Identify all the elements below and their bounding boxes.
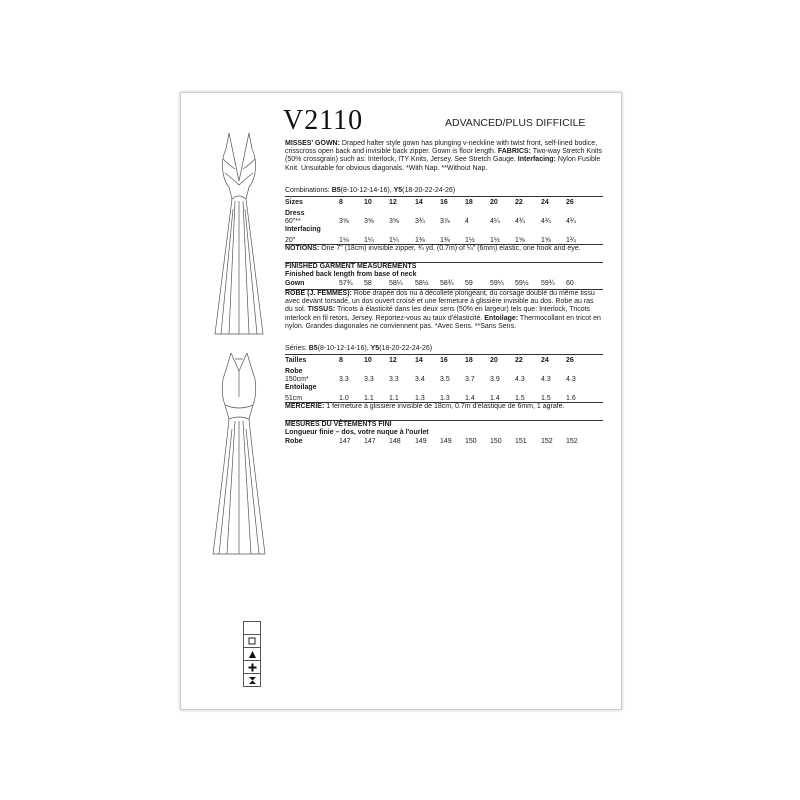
- table-cell: 1⅝: [541, 237, 551, 244]
- series-line: Séries: B5(8-10-12-14-16), Y5(18-20-22-24-26): [285, 345, 433, 352]
- gown-length-table: [285, 280, 603, 288]
- table-cell: 1¼: [389, 237, 399, 244]
- table-cell: 1⅝: [515, 237, 525, 244]
- table-cell: 60: [566, 280, 574, 287]
- table-cell: 3.3: [339, 376, 349, 383]
- table-cell: 4.3: [515, 376, 525, 383]
- table-cell: 4.3: [541, 376, 551, 383]
- table-cell: 58½: [415, 280, 429, 287]
- fabrics-title: FABRICS:: [497, 148, 531, 156]
- gown-title: MISSES' GOWN:: [285, 140, 340, 147]
- table-cell: 3¾: [415, 218, 425, 225]
- table-cell: 1.6: [566, 395, 576, 402]
- combinations-line: Combinations: B5(8-10-12-14-16), Y5(18-20-22-24-26): [285, 187, 456, 194]
- table-cell: 4.3: [566, 376, 576, 383]
- interfacing-row: 20" 1⅛ 1¼ 1¼ 1⅜ 1⅜ 1½ 1½ 1⅝ 1⅝ 1¾: [285, 237, 576, 244]
- table-cell: 3.4: [415, 376, 425, 383]
- table-cell: 12: [389, 357, 397, 364]
- notions-section: NOTIONS: One 7" (18cm) invisible zipper, ¾ yd. (0.7m) of ¼" (6mm) elastic, one hook and eye.: [285, 245, 581, 252]
- gown-description: Draped halter style gown has plunging v-neckline with twist front, self-lined bodice, crisscross open back and invisible back zipper. Gown is floor length.: [285, 140, 598, 156]
- table-cell: 149: [415, 438, 427, 445]
- table-cell: 58¼: [389, 280, 403, 287]
- table-cell: 152: [541, 438, 553, 445]
- table-cell: 3⅝: [364, 218, 374, 225]
- fabrics-description: Two-way Stretch Knits (50% crossgrain) such as: Interlock, ITY Knits, Jersey. See Stretch Gauge.: [285, 148, 602, 164]
- table-cell: 1.3: [415, 395, 425, 402]
- table-cell: 152: [566, 438, 578, 445]
- table-cell: 20: [490, 199, 498, 206]
- sizes-row: Sizes 8 10 12 14 16 18 20 22 24 26: [285, 199, 574, 206]
- table-cell: 8: [339, 357, 343, 364]
- table-cell: 26: [566, 199, 574, 206]
- table-cell: 1¼: [364, 237, 374, 244]
- table-cell: 4¾: [566, 218, 576, 225]
- table-cell: 1.4: [490, 395, 500, 402]
- pattern-code: V2110: [283, 105, 364, 136]
- entoilage-label-row: Entoilage: [285, 384, 317, 391]
- finished-measurements: FINISHED GARMENT MEASUREMENTS Finished back length from base of neck: [285, 263, 417, 279]
- table-cell: 4¼: [490, 218, 500, 225]
- table-cell: 24: [541, 357, 549, 364]
- table-cell: 3.9: [490, 376, 500, 383]
- table-cell: 150: [465, 438, 477, 445]
- robe-row: 150cm* 3.3 3.3 3.3 3.4 3.5 3.7 3.9 4.3 4.3 4.3: [285, 376, 576, 383]
- table-cell: 1.4: [465, 395, 475, 402]
- table-cell: 59: [465, 280, 473, 287]
- entoilage-row: 51cm 1.0 1.1 1.1 1.3 1.3 1.4 1.4 1.5 1.5 1.6: [285, 395, 576, 402]
- table-cell: 18: [465, 357, 473, 364]
- table-cell: 1.3: [440, 395, 450, 402]
- table-cell: 4¾: [515, 218, 525, 225]
- gown-front-sketch: [199, 129, 279, 339]
- table-cell: 1.1: [364, 395, 374, 402]
- table-cell: 1.5: [515, 395, 525, 402]
- table-cell: 59¼: [490, 280, 504, 287]
- table-cell: 58: [364, 280, 372, 287]
- table-cell: 3⅝: [339, 218, 349, 225]
- table-cell: 3.3: [364, 376, 374, 383]
- interfacing-description: Nylon Fusible Knit. Unsuitable for obvious diagonals. *With Nap. **Without Nap.: [285, 156, 601, 172]
- table-cell: 3⅝: [389, 218, 399, 225]
- table-cell: 1⅜: [415, 237, 425, 244]
- pattern-symbol-strip: [243, 621, 261, 687]
- mercerie-section: MERCERIE: 1 fermeture à glissière invisible de 18cm, 0.7m d'élastique de 6mm, 1 agrafe.: [285, 403, 565, 410]
- table-cell: 59¾: [541, 280, 555, 287]
- hourglass-icon: [244, 674, 260, 686]
- table-cell: 16: [440, 357, 448, 364]
- dress-label-row: Dress: [285, 210, 305, 217]
- table-cell: 147: [364, 438, 376, 445]
- table-cell: 14: [415, 357, 423, 364]
- french-yardage-table: [285, 357, 603, 403]
- table-cell: 147: [339, 438, 351, 445]
- table-cell: 59½: [515, 280, 529, 287]
- table-cell: 149: [440, 438, 452, 445]
- table-cell: 16: [440, 199, 448, 206]
- table-cell: 57¾: [339, 280, 353, 287]
- triangle-icon: [244, 648, 260, 661]
- robe-length-table: [285, 438, 603, 446]
- gown-length-row: Gown 57¾ 58 58¼ 58½ 58¾ 59 59¼ 59½ 59¾ 60: [285, 280, 574, 287]
- table-cell: 3⅞: [440, 218, 450, 225]
- table-cell: 3.5: [440, 376, 450, 383]
- table-cell: 148: [389, 438, 401, 445]
- english-description: [285, 140, 603, 173]
- table-cell: 1¾: [566, 237, 576, 244]
- table-cell: 1½: [490, 237, 500, 244]
- small-square-icon: [244, 635, 260, 648]
- table-cell: 1⅛: [339, 237, 349, 244]
- table-cell: 22: [515, 357, 523, 364]
- interfacing-title: Interfacing:: [517, 156, 556, 164]
- dress-row: 60"** 3⅝ 3⅝ 3⅝ 3¾ 3⅞ 4 4¼ 4¾ 4¾ 4¾: [285, 218, 576, 225]
- difficulty-level: ADVANCED/PLUS DIFFICILE: [445, 117, 586, 129]
- table-cell: 3.7: [465, 376, 475, 383]
- table-cell: 151: [515, 438, 527, 445]
- pattern-envelope-back: [180, 92, 622, 710]
- plus-icon: [244, 661, 260, 674]
- table-cell: 1⅜: [440, 237, 450, 244]
- interfacing-label-row: Interfacing: [285, 226, 321, 233]
- mesures-section: MESURES DU VÊTEMENTS FINI Longueur finie – dos, votre nuque à l'ourlet: [285, 421, 429, 437]
- robe-length-row: Robe 147 147 148 149 149 150 150 151 152 152: [285, 438, 578, 445]
- table-cell: 22: [515, 199, 523, 206]
- table-cell: 1.0: [339, 395, 349, 402]
- table-cell: 26: [566, 357, 574, 364]
- tailles-row: Tailles 8 10 12 14 16 18 20 22 24 26: [285, 357, 574, 364]
- table-cell: 20: [490, 357, 498, 364]
- table-cell: 150: [490, 438, 502, 445]
- table-cell: 10: [364, 199, 372, 206]
- table-cell: 4¾: [541, 218, 551, 225]
- table-cell: 58¾: [440, 280, 454, 287]
- table-cell: 24: [541, 199, 549, 206]
- robe-label-row: Robe: [285, 368, 303, 375]
- table-cell: 12: [389, 199, 397, 206]
- table-cell: 10: [364, 357, 372, 364]
- table-cell: 14: [415, 199, 423, 206]
- table-cell: 1½: [465, 237, 475, 244]
- table-cell: 3.3: [389, 376, 399, 383]
- table-cell: 8: [339, 199, 343, 206]
- blank-symbol: [244, 622, 260, 635]
- table-cell: 1.1: [389, 395, 399, 402]
- gown-back-sketch: [199, 349, 279, 559]
- table-cell: 1.5: [541, 395, 551, 402]
- french-description: ROBE (J. FEMMES): Robe drapée dos nu à décolleté plongeant, du corsage doublé du même tissu avec devant torsadé, un dos ouvert croisé et une fermeture à glissière invisible au dos. Robe au ras du sol. TISSUS: Tricots à élasticité dans les deux sens (50% en largeur) tels que: Interlock, Tricots interlock en fil retors, Jersey. Reportez-vous au taux d'élasticité. Entoilage: Thermocollant en tricot en nylon. Grandes diagonales ne conviennent pas. *Avec Sens. **Sans Sens.: [285, 290, 601, 330]
- table-cell: 4: [465, 218, 469, 225]
- english-yardage-table: [285, 199, 603, 245]
- table-cell: 18: [465, 199, 473, 206]
